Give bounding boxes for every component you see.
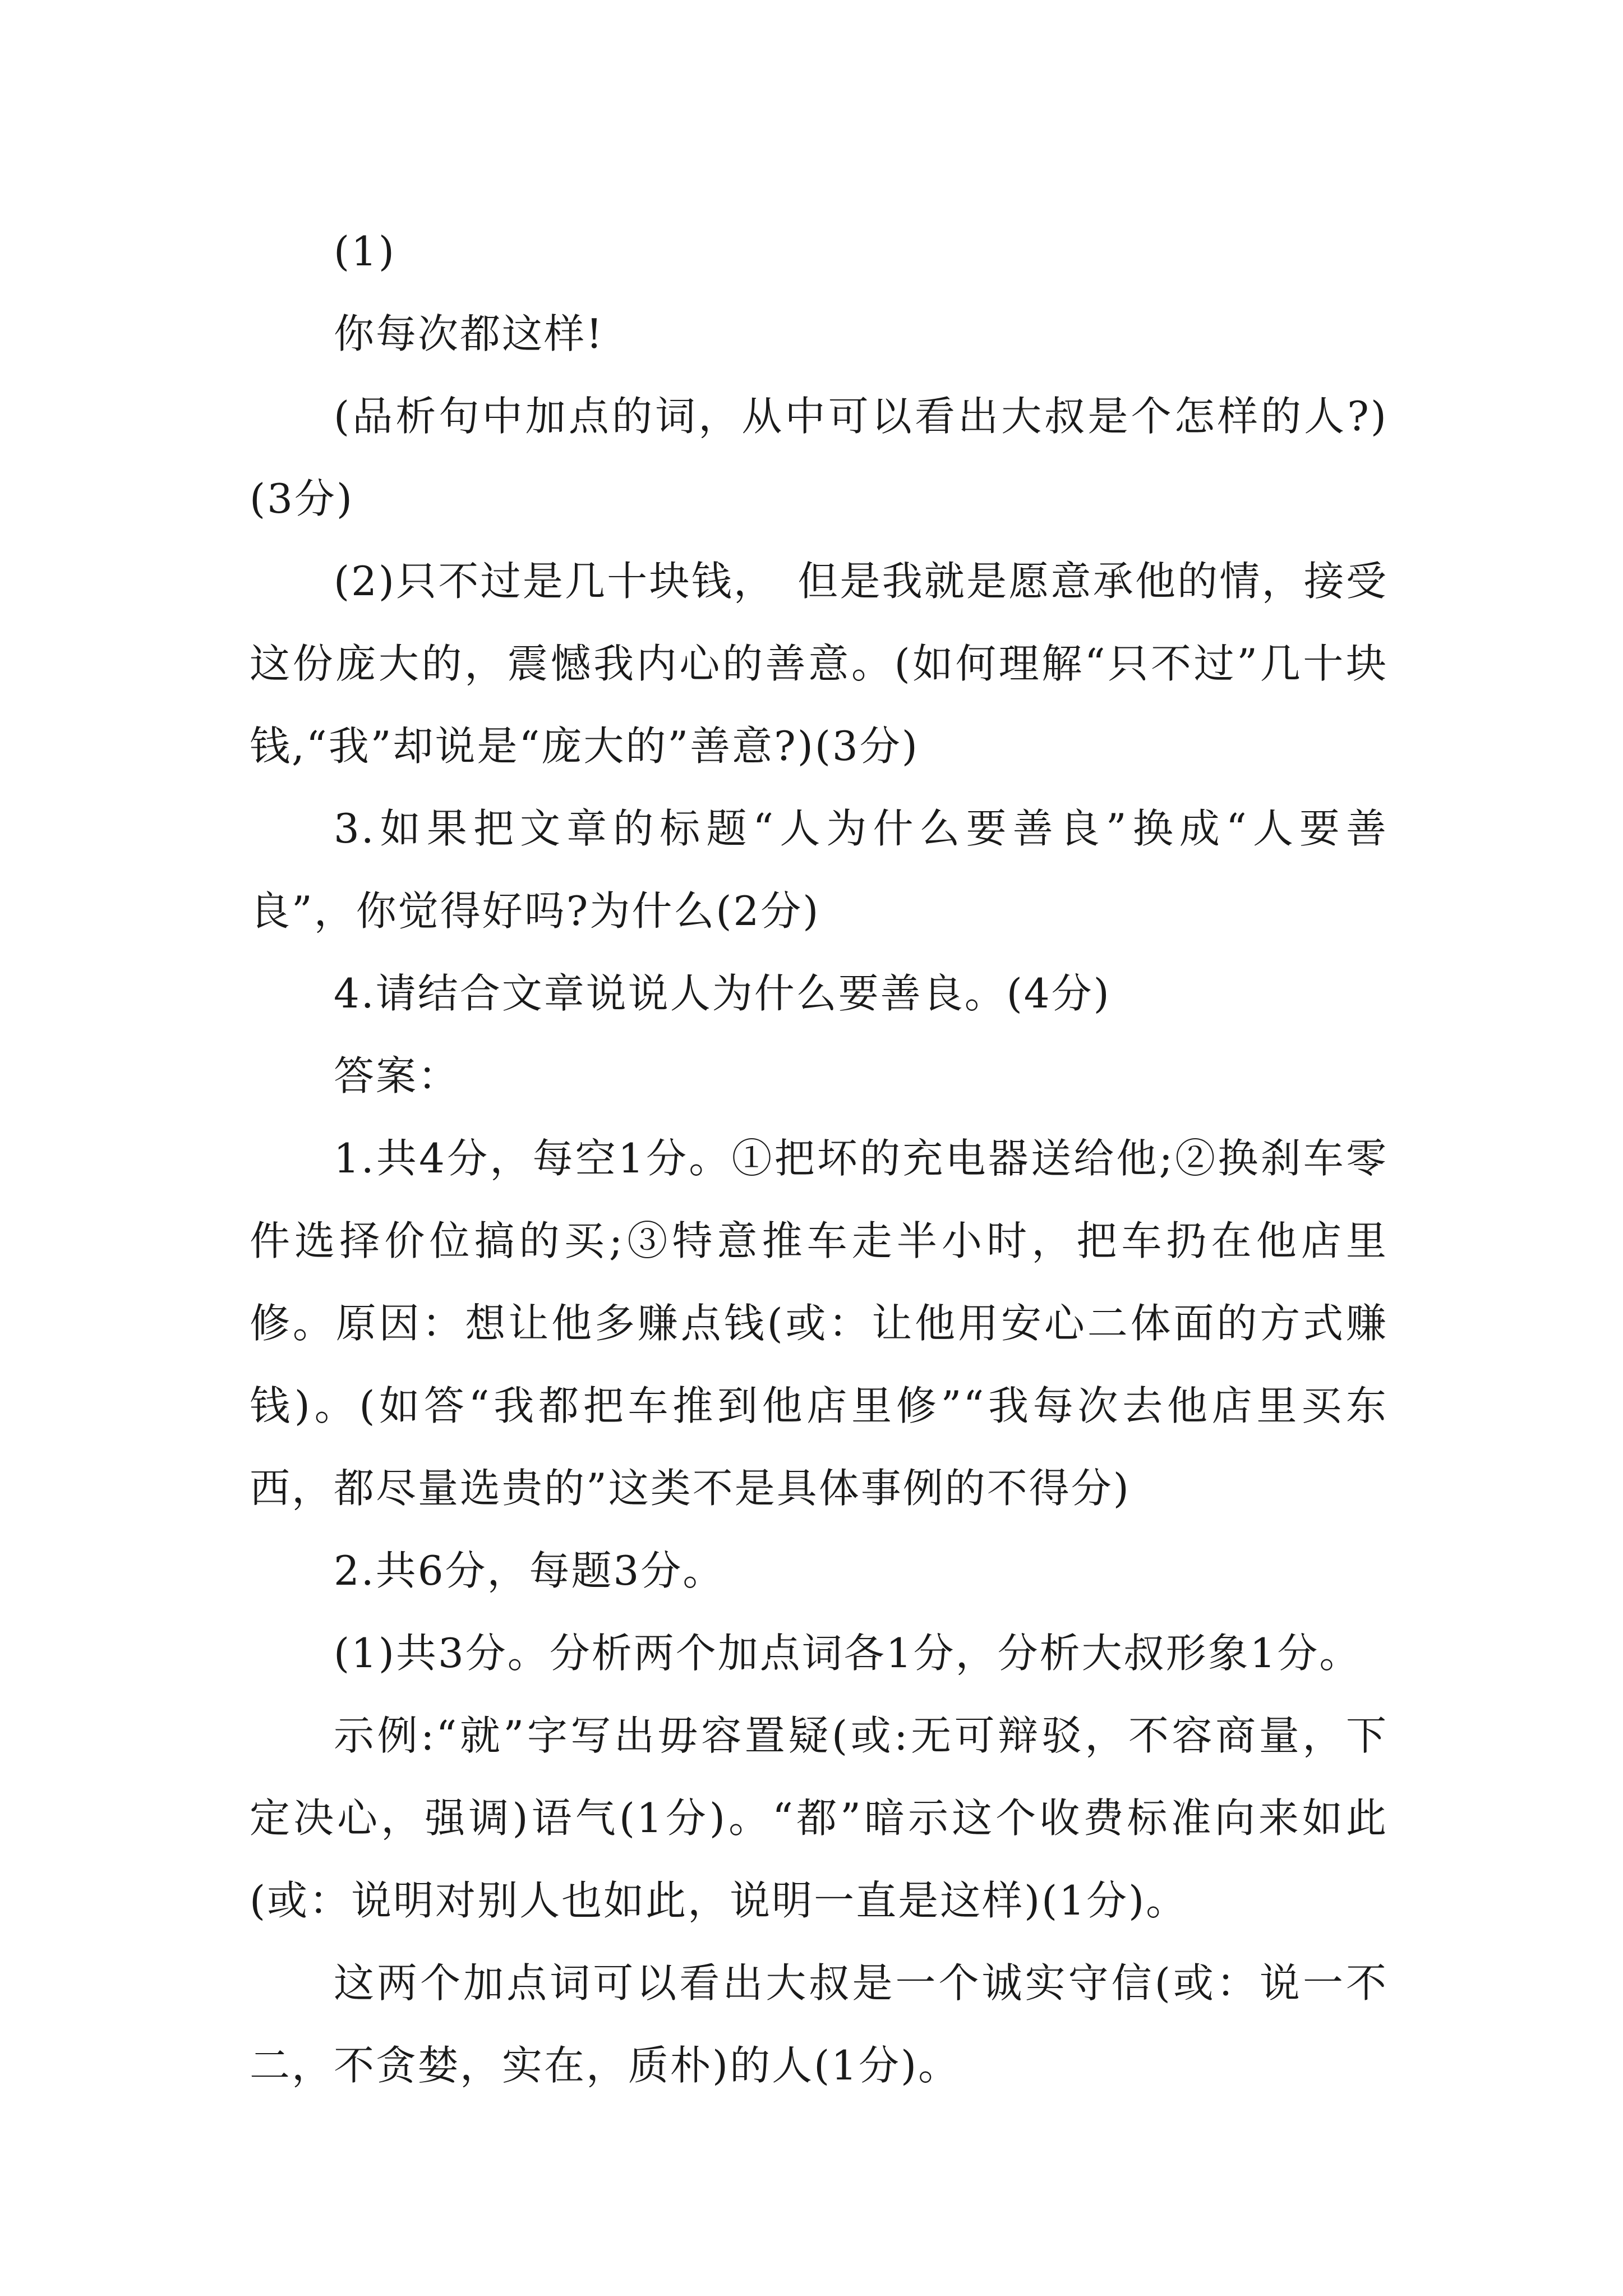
- quoted-sentence: 你每次都这样!: [334, 310, 604, 357]
- answer-1: 1.共4分，每空1分。①把坏的充电器送给他;②换刹车零件选择价位搞的买;③特意推车走半小时，把车扔在他店里修。原因：想让他多赚点钱(或：让他用安心二体面的方式赚钱)。(如答“我都把车推到他店里修”“我每次去他店里买东西，都尽量选贵的”这类不是具体事例的不得分): [250, 1135, 1388, 1512]
- document-body: [250, 210, 1388, 2107]
- subquestion-2: (2)只不过是几十块钱， 但是我就是愿意承他的情，接受这份庞大的，震憾我内心的善意。(如何理解“只不过”几十块钱,“我”却说是“庞大的”善意?)(3分): [250, 558, 1388, 770]
- answer-heading: 答案：: [334, 1052, 460, 1099]
- question-3: 3.如果把文章的标题“人为什么要善良”换成“人要善良”，你觉得好吗?为什么(2分): [250, 805, 1388, 935]
- subquestion-1-label: (1): [334, 228, 396, 275]
- answer-2: 2.共6分，每题3分。: [334, 1547, 725, 1594]
- question-4: 4.请结合文章说说人为什么要善良。(4分): [334, 970, 1111, 1017]
- subquestion-1-prompt: (品析句中加点的词，从中可以看出大叔是个怎样的人?)(3分): [250, 393, 1388, 522]
- answer-2-1: (1)共3分。分析两个加点词各1分，分析大叔形象1分。: [334, 1630, 1362, 1677]
- answer-character: 这两个加点词可以看出大叔是一个诚实守信(或：说一不二，不贪婪，实在，质朴)的人(1分)。: [250, 1959, 1388, 2089]
- answer-example: 示例:“就”字写出毋容置疑(或:无可辩驳，不容商量，下定决心，强调)语气(1分)。“都”暗示这个收费标准向来如此(或：说明对别人也如此，说明一直是这样)(1分)。: [250, 1712, 1388, 1924]
